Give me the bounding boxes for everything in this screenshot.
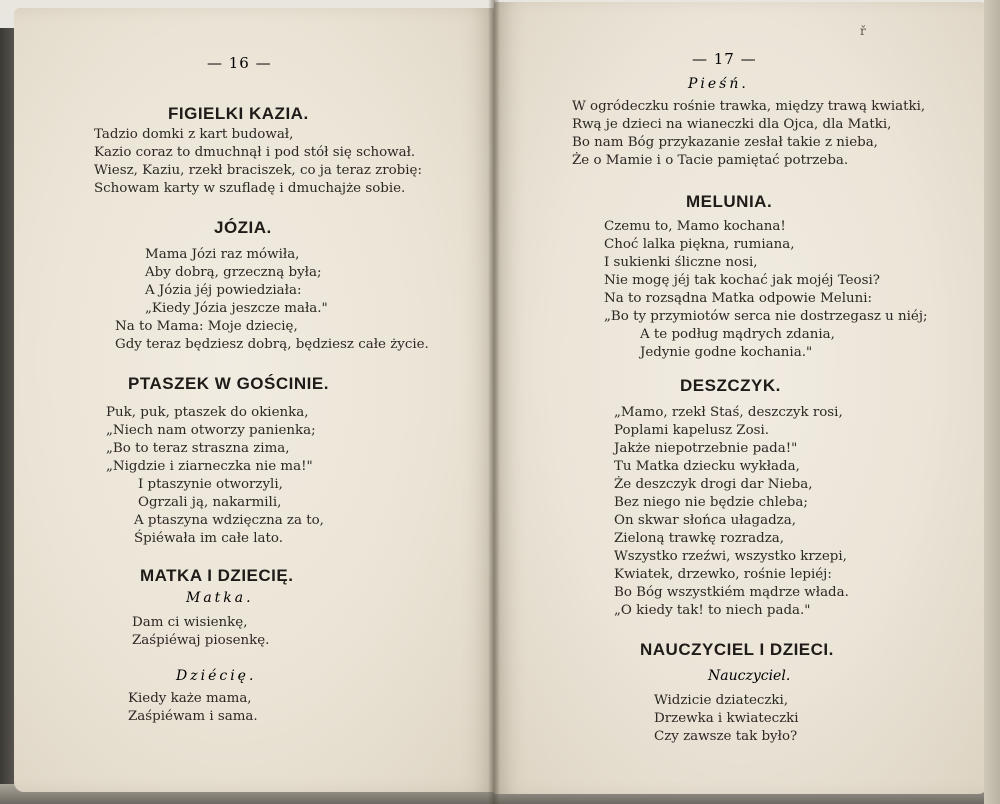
section-title-matka: MATKA I DZIECIĘ. xyxy=(140,566,294,585)
text-line: Rwą je dzieci na wianeczki dla Ojca, dla Matki, xyxy=(572,117,892,132)
text-line: Nie mogę jéj tak kochać jak mojéj Teosi? xyxy=(604,273,880,288)
text-line: Jedynie godne kochania." xyxy=(640,345,813,360)
text-line: Wszystko rzeźwi, wszystko krzepi, xyxy=(614,549,847,564)
text-line: I sukienki śliczne nosi, xyxy=(604,255,758,270)
text-line: Czy zawsze tak było? xyxy=(654,729,798,744)
corner-mark: ř xyxy=(860,24,866,38)
text-line: A te podług mądrych zdania, xyxy=(640,327,835,342)
text-line: Zieloną trawkę rozradza, xyxy=(614,531,785,546)
text-line: Śpiéwała im całe lato. xyxy=(134,531,283,546)
text-line: Ogrzali ją, nakarmili, xyxy=(138,495,282,510)
section-title-piesn: Pieśń. xyxy=(688,76,749,92)
book-gutter xyxy=(488,0,500,804)
text-line: „Bo ty przymiotów serca nie dostrzegasz u niéj; xyxy=(604,309,928,324)
page-edges xyxy=(984,0,1000,804)
text-line: Widzicie dziateczki, xyxy=(654,693,789,708)
text-line: Choć lalka piękna, rumiana, xyxy=(604,237,795,252)
text-line: I ptaszynie otworzyli, xyxy=(138,477,283,492)
text-line: A Józia jéj powiedziała: xyxy=(145,283,302,298)
text-line: Mama Józi raz mówiła, xyxy=(145,247,300,262)
text-line: Aby dobrą, grzeczną była; xyxy=(145,265,322,280)
text-line: Bo nam Bóg przykazanie zesłał takie z nieba, xyxy=(572,135,878,150)
text-line: Gdy teraz będziesz dobrą, będziesz całe życie. xyxy=(115,337,429,352)
section-title-figielki: FIGIELKI KAZIA. xyxy=(168,104,309,123)
text-line: Jakże niepotrzebnie pada!" xyxy=(614,441,798,456)
section-title-melunia: MELUNIA. xyxy=(686,192,773,211)
text-line: Na to rozsądna Matka odpowie Meluni: xyxy=(604,291,873,306)
text-line: Czemu to, Mamo kochana! xyxy=(604,219,786,234)
text-line: „Kiedy Józia jeszcze mała." xyxy=(145,301,328,316)
section-title-deszczyk: DESZCZYK. xyxy=(680,376,781,395)
text-line: Drzewka i kwiateczki xyxy=(654,711,799,726)
speaker-label: Nauczyciel. xyxy=(708,668,791,684)
text-line: Puk, puk, ptaszek do okienka, xyxy=(106,405,309,420)
text-line: „O kiedy tak! to niech pada." xyxy=(614,603,811,618)
text-line: Bez niego nie będzie chleba; xyxy=(614,495,808,510)
text-line: Wiesz, Kaziu, rzekł braciszek, co ja teraz zrobię: xyxy=(94,163,422,178)
text-line: „Nigdzie i ziarneczka nie ma!" xyxy=(106,459,313,474)
speaker-label: Matka. xyxy=(186,590,254,606)
text-line: „Bo to teraz straszna zima, xyxy=(106,441,290,456)
text-line: „Niech nam otworzy panienka; xyxy=(106,423,316,438)
text-line: Bo Bóg wszystkiém mądrze włada. xyxy=(614,585,849,600)
section-title-ptaszek: PTASZEK W GOŚCINIE. xyxy=(128,374,329,393)
section-title-jozia: JÓZIA. xyxy=(214,218,272,237)
text-line: Kwiatek, drzewko, rośnie lepiéj: xyxy=(614,567,832,582)
text-line: Zaśpiéwaj piosenkę. xyxy=(132,633,270,648)
page-number-left: — 16 — xyxy=(207,54,272,72)
text-line: Kazio coraz to dmuchnął i pod stół się schował. xyxy=(94,145,416,160)
text-line: „Mamo, rzekł Staś, deszczyk rosi, xyxy=(614,405,843,420)
speaker-label: Dziécię. xyxy=(176,668,257,684)
text-line: Że deszczyk drogi dar Nieba, xyxy=(614,477,813,492)
section-title-nauczyciel: NAUCZYCIEL I DZIECI. xyxy=(640,640,834,659)
text-line: Dam ci wisienkę, xyxy=(132,615,248,630)
text-line: Tadzio domki z kart budował, xyxy=(94,127,294,142)
text-line: On skwar słońca ułagadza, xyxy=(614,513,796,528)
text-line: Tu Matka dziecku wykłada, xyxy=(614,459,800,474)
text-line: W ogródeczku rośnie trawka, między trawą kwiatki, xyxy=(572,99,926,114)
page-number-right: — 17 — xyxy=(692,50,757,68)
text-line: A ptaszyna wdzięczna za to, xyxy=(134,513,324,528)
text-line: Zaśpiéwam i sama. xyxy=(128,709,258,724)
text-line: Kiedy każe mama, xyxy=(128,691,252,706)
text-line: Na to Mama: Moje dziecię, xyxy=(115,319,298,334)
text-line: Schowam karty w szufladę i dmuchajże sobie. xyxy=(94,181,406,196)
text-line: Poplami kapelusz Zosi. xyxy=(614,423,770,438)
text-line: Że o Mamie i o Tacie pamiętać potrzeba. xyxy=(572,153,849,168)
